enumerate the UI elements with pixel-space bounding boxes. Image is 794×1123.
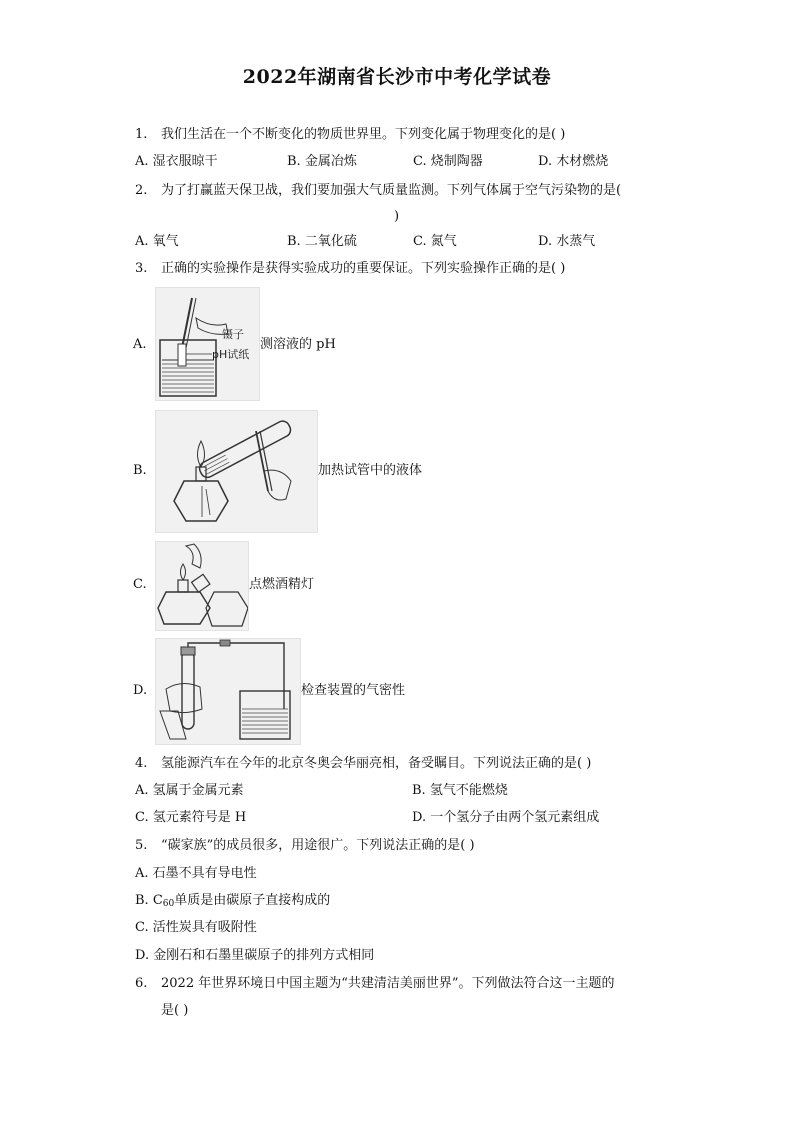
q3-option-b-label: B.	[133, 463, 147, 478]
figure-light-lamp	[155, 541, 249, 631]
q1-option-d: D. 木材燃烧	[538, 154, 609, 169]
question-number: 2.	[135, 183, 148, 198]
page-title: 2022年湖南省长沙市中考化学试卷	[242, 66, 552, 88]
question-number: 5.	[135, 838, 148, 853]
q3-option-d-label: D.	[133, 683, 148, 698]
q6-stem-line2: 是( )	[161, 1003, 189, 1018]
question-stem: 为了打赢蓝天保卫战，我们要加强大气质量监测。下列气体属于空气污染物的是(	[161, 183, 622, 198]
q4-option-c: C. 氢元素符号是 H	[135, 810, 247, 825]
question-number: 3.	[135, 261, 148, 276]
q1-option-b: B. 金属冶炼	[287, 154, 357, 169]
question-4	[135, 755, 591, 773]
q5-option-b-text: 单质是由碳原子直接构成的	[174, 893, 331, 908]
question-number: 6.	[135, 976, 148, 991]
question-3	[135, 260, 565, 278]
question-2	[135, 182, 621, 200]
question-1	[135, 126, 565, 144]
q3-option-c-label: C.	[133, 577, 147, 592]
q5-option-b	[135, 892, 330, 913]
q4-option-a: A. 氢属于金属元素	[135, 783, 244, 798]
q5-option-c: C. 活性炭具有吸附性	[135, 920, 257, 935]
q1-option-a: A. 湿衣服晾干	[135, 154, 218, 169]
figure-heat-test-tube	[155, 410, 318, 533]
q4-option-d: D. 一个氢分子由两个氢元素组成	[412, 810, 600, 825]
fig-label-ph-paper: pH试纸	[212, 348, 250, 361]
question-number: 1.	[135, 127, 148, 142]
q2-option-b: B. 二氧化硫	[287, 234, 357, 249]
question-6	[135, 975, 615, 993]
question-stem: 2022 年世界环境日中国主题为“共建清洁美丽世界”。下列做法符合这一主题的	[161, 976, 615, 991]
q2-stem-end: )	[394, 209, 400, 224]
q2-option-a: A. 氧气	[135, 234, 179, 249]
q3-option-d-caption: 检查装置的气密性	[301, 683, 406, 698]
q5-option-a: A. 石墨不具有导电性	[135, 866, 257, 881]
q3-option-c-caption: 点燃酒精灯	[249, 577, 315, 592]
q5-option-d: D. 金刚石和石墨里碳原子的排列方式相同	[135, 948, 375, 963]
question-stem: “碳家族”的成员很多，用途很广。下列说法正确的是( )	[161, 838, 475, 853]
q4-option-b: B. 氢气不能燃烧	[412, 783, 508, 798]
question-stem: 我们生活在一个不断变化的物质世界里。下列变化属于物理变化的是( )	[161, 127, 566, 142]
question-number: 4.	[135, 756, 148, 771]
q3-option-a-label: A.	[133, 337, 147, 352]
figure-airtight-check	[155, 638, 301, 745]
q2-option-d: D. 水蒸气	[538, 234, 596, 249]
q3-option-a-caption: 测溶液的 pH	[260, 337, 336, 352]
q5-option-b-prefix: B. C	[135, 893, 163, 908]
figure-ph-test	[155, 287, 260, 401]
question-stem: 正确的实验操作是获得实验成功的重要保证。下列实验操作正确的是( )	[161, 261, 566, 276]
q1-option-c: C. 烧制陶器	[413, 154, 483, 169]
question-5	[135, 837, 475, 855]
q5-option-b-subscript: 60	[162, 899, 175, 909]
question-stem: 氢能源汽车在今年的北京冬奥会华丽亮相，备受瞩目。下列说法正确的是( )	[161, 756, 592, 771]
q2-option-c: C. 氮气	[413, 234, 457, 249]
fig-label-tweezers: 镊子	[222, 328, 244, 341]
q3-option-b-caption: 加热试管中的液体	[318, 463, 423, 478]
